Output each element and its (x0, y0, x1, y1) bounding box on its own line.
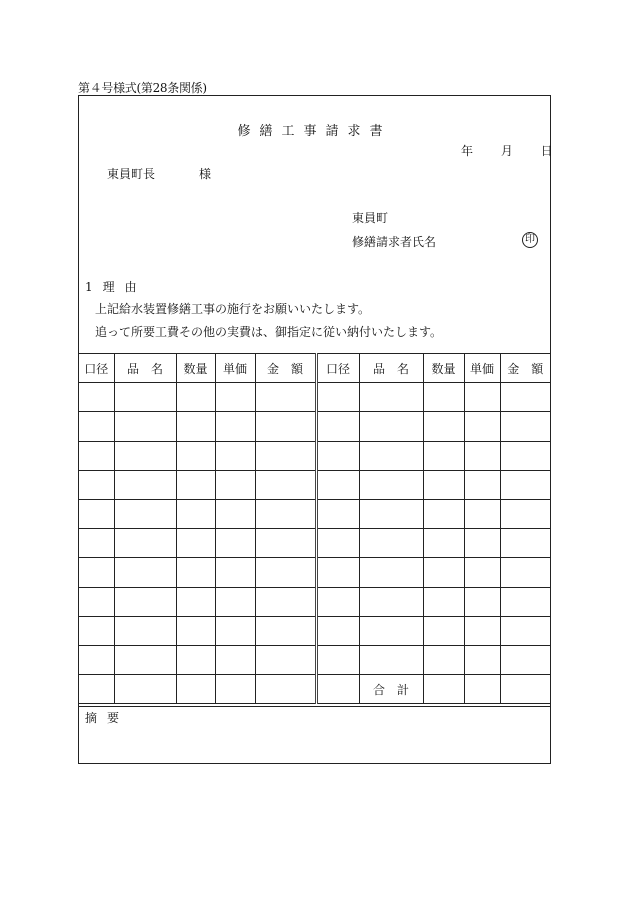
cell[interactable] (464, 412, 500, 441)
cell[interactable] (255, 645, 316, 674)
addressee (107, 165, 211, 182)
cell[interactable] (114, 470, 176, 499)
cell[interactable] (176, 558, 215, 587)
cell[interactable] (176, 587, 215, 616)
cell[interactable] (255, 412, 316, 441)
cell[interactable] (423, 587, 464, 616)
cell[interactable] (423, 645, 464, 674)
cell[interactable] (423, 558, 464, 587)
cell[interactable] (500, 470, 550, 499)
cell[interactable] (423, 499, 464, 528)
cell[interactable] (423, 470, 464, 499)
cell[interactable] (316, 499, 359, 528)
cell[interactable] (316, 529, 359, 558)
header-item-right: 品 名 (359, 354, 423, 383)
cell[interactable] (114, 558, 176, 587)
cell[interactable] (255, 441, 316, 470)
cell[interactable] (114, 675, 176, 704)
cell[interactable] (359, 529, 423, 558)
cell[interactable] (359, 470, 423, 499)
cell[interactable] (316, 441, 359, 470)
cell[interactable] (255, 383, 316, 412)
cell[interactable] (500, 499, 550, 528)
cell[interactable] (464, 529, 500, 558)
cell[interactable] (359, 412, 423, 441)
seal-stamp-icon: 印 (522, 232, 538, 248)
cell[interactable] (255, 587, 316, 616)
header-qty-left: 数量 (176, 354, 215, 383)
cell[interactable] (215, 529, 255, 558)
cell[interactable] (215, 616, 255, 645)
cell[interactable] (79, 558, 114, 587)
cell[interactable] (316, 645, 359, 674)
cell[interactable] (79, 587, 114, 616)
addressee-honorific: 様 (199, 167, 212, 181)
date-field (461, 142, 553, 159)
reason-heading (85, 278, 147, 295)
cell[interactable] (464, 470, 500, 499)
table-row (79, 587, 550, 616)
reason-label: 理由 (102, 280, 147, 294)
cell[interactable] (359, 587, 423, 616)
table-row (79, 645, 550, 674)
table-row (79, 529, 550, 558)
date-day-label: 日 (540, 144, 553, 158)
header-bore-left: 口径 (79, 354, 114, 383)
table-row (79, 499, 550, 528)
table-row (79, 558, 550, 587)
cell[interactable] (359, 616, 423, 645)
cell[interactable] (114, 499, 176, 528)
cell[interactable] (255, 470, 316, 499)
table-row (79, 616, 550, 645)
cell[interactable] (500, 587, 550, 616)
cell[interactable] (500, 412, 550, 441)
form-number: 第４号様式(第28条関係) (78, 81, 207, 95)
applicant-town: 東員町 (352, 211, 389, 225)
cell[interactable] (316, 470, 359, 499)
cell[interactable] (500, 529, 550, 558)
cell[interactable] (464, 558, 500, 587)
date-year-label: 年 (461, 144, 474, 158)
cell[interactable] (114, 412, 176, 441)
cell[interactable] (464, 587, 500, 616)
cell[interactable] (79, 412, 114, 441)
cell[interactable] (316, 558, 359, 587)
cell[interactable] (500, 441, 550, 470)
cell[interactable] (316, 616, 359, 645)
cell[interactable] (176, 675, 215, 704)
cell[interactable] (215, 441, 255, 470)
cell[interactable] (215, 587, 255, 616)
reason-number: 1 (85, 280, 93, 294)
addressee-name: 東員町長 (107, 167, 156, 181)
header-item-left: 品 名 (114, 354, 176, 383)
cell[interactable] (215, 645, 255, 674)
reason-line-2: 追って所要工費その他の実費は、御指定に従い納付いたします。 (95, 325, 443, 339)
cell[interactable] (255, 558, 316, 587)
cell[interactable] (423, 412, 464, 441)
cell[interactable] (114, 587, 176, 616)
cell[interactable] (114, 616, 176, 645)
cell[interactable] (464, 499, 500, 528)
cell[interactable] (359, 645, 423, 674)
header-price-left: 単価 (215, 354, 255, 383)
cell[interactable] (215, 499, 255, 528)
total-price-cell[interactable] (464, 675, 500, 704)
header-amount-right: 金 額 (500, 354, 550, 383)
cell[interactable] (359, 383, 423, 412)
cell[interactable] (114, 383, 176, 412)
cell[interactable] (255, 675, 316, 704)
cell[interactable] (79, 529, 114, 558)
cell[interactable] (176, 383, 215, 412)
total-amount-cell[interactable] (500, 675, 550, 704)
total-label: 合 計 (359, 675, 423, 704)
remarks-label: 摘要 (85, 711, 130, 725)
cell[interactable] (359, 441, 423, 470)
cell[interactable] (316, 383, 359, 412)
cell[interactable] (255, 499, 316, 528)
cell[interactable] (464, 441, 500, 470)
cell[interactable] (500, 558, 550, 587)
date-month-label: 月 (500, 144, 513, 158)
cell[interactable] (215, 470, 255, 499)
cell[interactable] (500, 645, 550, 674)
cell[interactable] (79, 441, 114, 470)
cell[interactable] (215, 412, 255, 441)
cell[interactable] (316, 412, 359, 441)
cell[interactable] (500, 383, 550, 412)
cell[interactable] (464, 383, 500, 412)
items-table (79, 353, 550, 704)
reason-line-1: 上記給水装置修繕工事の施行をお願いいたします。 (95, 302, 371, 316)
table-total-row (79, 675, 550, 704)
table-row (79, 441, 550, 470)
cell[interactable] (176, 616, 215, 645)
form-frame (78, 95, 551, 764)
header-bore-right: 口径 (316, 354, 359, 383)
cell[interactable] (176, 529, 215, 558)
cell[interactable] (423, 383, 464, 412)
cell[interactable] (79, 616, 114, 645)
header-price-right: 単価 (464, 354, 500, 383)
cell[interactable] (79, 499, 114, 528)
cell[interactable] (255, 529, 316, 558)
header-qty-right: 数量 (423, 354, 464, 383)
form-title: 修繕工事請求書 (237, 124, 392, 139)
cell[interactable] (176, 499, 215, 528)
cell[interactable] (316, 587, 359, 616)
table-row (79, 470, 550, 499)
cell[interactable] (316, 675, 359, 704)
cell[interactable] (114, 529, 176, 558)
cell[interactable] (464, 645, 500, 674)
cell[interactable] (176, 441, 215, 470)
total-qty-cell[interactable] (423, 675, 464, 704)
cell[interactable] (423, 529, 464, 558)
cell[interactable] (215, 383, 255, 412)
cell[interactable] (79, 383, 114, 412)
table-header-row (79, 354, 550, 383)
cell[interactable] (464, 616, 500, 645)
cell[interactable] (255, 616, 316, 645)
remarks-section[interactable] (79, 706, 550, 764)
header-amount-left: 金 額 (255, 354, 316, 383)
cell[interactable] (114, 645, 176, 674)
cell[interactable] (79, 470, 114, 499)
applicant-name-label: 修繕請求者氏名 (352, 235, 437, 249)
cell[interactable] (500, 616, 550, 645)
cell[interactable] (423, 616, 464, 645)
table-row (79, 412, 550, 441)
cell[interactable] (359, 558, 423, 587)
cell[interactable] (176, 470, 215, 499)
cell[interactable] (114, 441, 176, 470)
cell[interactable] (215, 558, 255, 587)
cell[interactable] (176, 645, 215, 674)
cell[interactable] (215, 675, 255, 704)
cell[interactable] (79, 675, 114, 704)
cell[interactable] (176, 412, 215, 441)
cell[interactable] (423, 441, 464, 470)
table-row (79, 383, 550, 412)
cell[interactable] (359, 499, 423, 528)
cell[interactable] (79, 645, 114, 674)
